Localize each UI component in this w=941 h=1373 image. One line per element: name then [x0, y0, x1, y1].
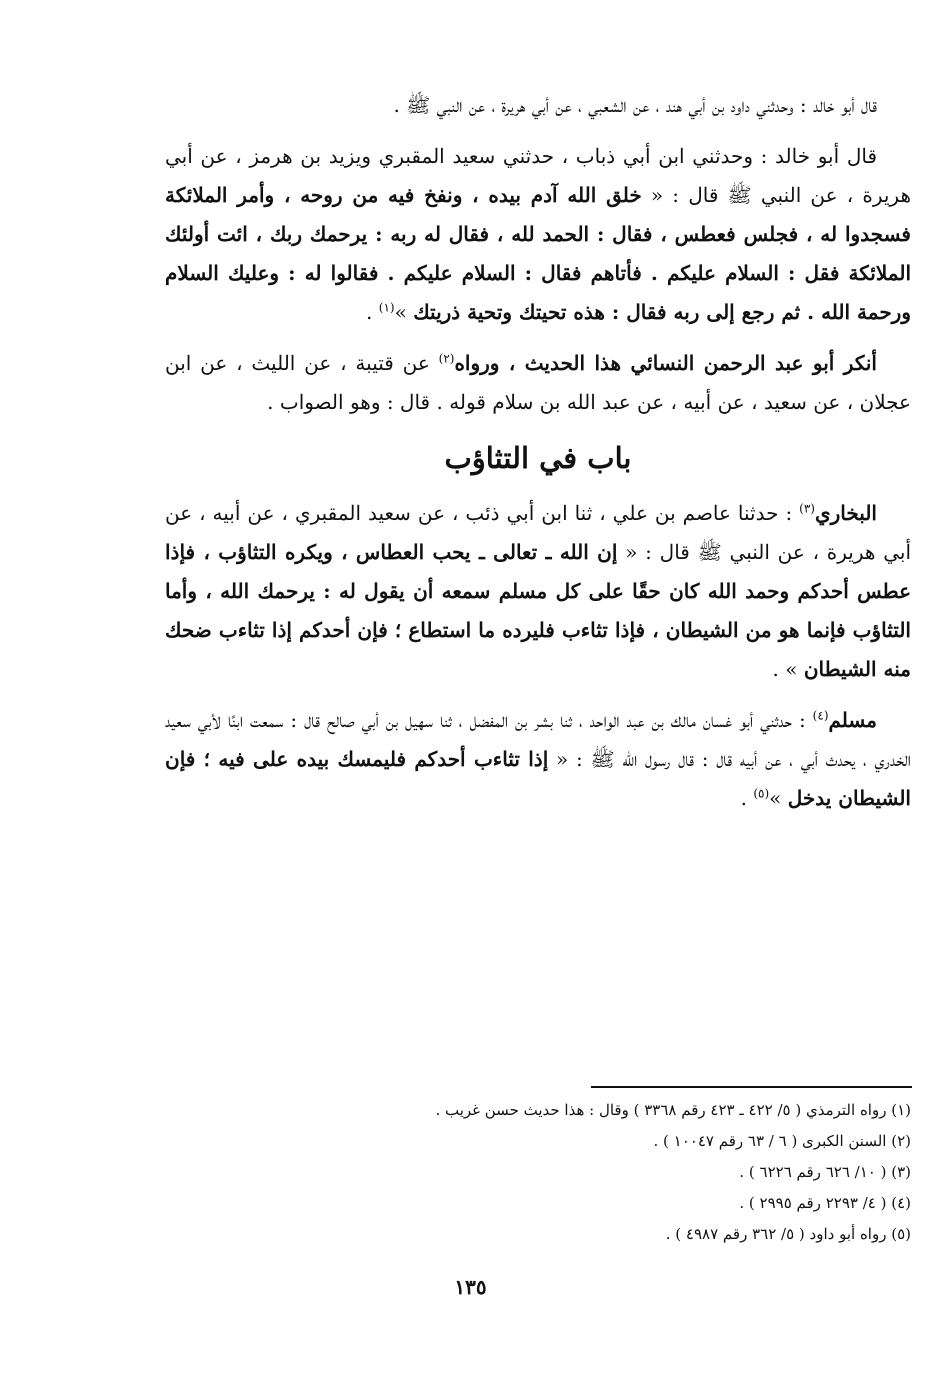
footnote-reference: (٢)	[438, 351, 455, 366]
main-text	[165, 86, 911, 830]
footnote-reference: (٥)	[753, 786, 770, 801]
hadith-text: إذا تثاءب أحدكم فليمسك بيده على فيه ؛ فإن الشيطان يدخل	[165, 747, 911, 810]
text-segment: »	[769, 786, 788, 810]
paragraph	[165, 86, 911, 125]
text-segment: : حدثني أبو غسان مالك بن عبد الواحد ، ثنا بشر بن المفضل ، ثنا سهيل بن أبي صالح قال : سمعت ابنًا لأبي سعيد الخدري ، يحدث أبي ، عن أبيه قال : قال رسول الله ﷺ : «	[165, 708, 911, 771]
hadith-text: إن الله ـ تعالى ـ يحب العطاس ، ويكره التثاؤب ، فإذا عطس أحدكم وحمد الله كان حقًا على كل مسلم سمعه أن يقول له : يرحمك الله ، وأما التثاؤب فإنما هو من الشيطان ، فإذا تثاءب فليرده ما استطاع ؛ فإن أحدكم إذا تثاءب ضحك منه الشيطان	[165, 540, 911, 681]
section-heading: باب في التثاؤب	[444, 441, 632, 475]
page-number: ١٣٥	[454, 1275, 487, 1299]
text-segment: : حدثنا عاصم بن علي ، ثنا ابن أبي ذئب ، عن سعيد المقبري ، عن أبيه ، عن أبي هريرة ، عن النبي ﷺ قال : «	[165, 501, 912, 564]
paragraph	[165, 344, 911, 422]
footnote-reference: (٣)	[799, 501, 815, 516]
footnotes	[165, 1095, 911, 1250]
paragraph	[165, 137, 911, 332]
text-segment: قال أبو خالد : وحدثني ابن أبي ذباب ، حدثني سعيد المقبري ويزيد بن هرمز ، عن أبي هريرة ، عن النبي ﷺ قال : «	[165, 144, 911, 207]
footnote-separator	[591, 1086, 912, 1088]
footnote-2: (٢) السنن الكبرى ( ٦ / ٦٣ رقم ١٠٠٤٧ ) .	[653, 1132, 911, 1150]
hadith-text: خلق الله آدم بيده ، ونفخ فيه من روحه ، وأمر الملائكة فسجدوا له ، فجلس فعطس ، فقال : الحمد لله ، فقال له ربه : يرحمك ربك ، ائت أولئك الملائكة فقل : السلام عليكم . فأتاهم فقال : السلام عليكم . فقالوا له : وعليك السلام ورحمة الله . ثم رجع إلى ربه فقال : هذه تحيتك وتحية ذريتك	[165, 183, 911, 324]
footnote-5: (٥) رواه أبو داود ( ٥/ ٣٦٢ رقم ٤٩٨٧ ) .	[665, 1225, 911, 1243]
paragraphs-after-heading	[165, 494, 911, 818]
hadith-text: أنكر أبو عبد الرحمن النسائي هذا الحديث ، ورواه	[454, 351, 877, 375]
footnote-1: (١) رواه الترمذي ( ٥/ ٤٢٢ ـ ٤٢٣ رقم ٣٣٦٨ ) وقال : هذا حديث حسن غريب .	[435, 1101, 911, 1119]
text-segment: .	[740, 786, 754, 810]
text-segment: »	[394, 300, 414, 324]
text-segment: .	[366, 300, 379, 324]
hadith-text: البخاري	[814, 501, 877, 525]
footnote-reference: (١)	[378, 300, 395, 315]
paragraphs-before-heading	[165, 86, 911, 422]
paragraph	[165, 701, 911, 818]
footnote-4: (٤) ( ٤/ ٢٢٩٣ رقم ٢٩٩٥ ) .	[739, 1194, 911, 1212]
footnote-3: (٣) ( ١٠/ ٦٢٦ رقم ٦٢٢٦ ) .	[739, 1163, 911, 1181]
footnote-reference: (٤)	[812, 708, 829, 723]
text-segment: عن قتيبة ، عن الليث ، عن ابن عجلان ، عن سعيد ، عن أبيه ، عن عبد الله بن سلام قوله . قال : وهو الصواب .	[165, 351, 911, 414]
paragraph	[165, 494, 911, 689]
text-segment: » .	[772, 657, 804, 681]
hadith-text: مسلم	[828, 708, 877, 732]
text-segment: قال أبو خالد : وحدثني داود بن أبي هند ، عن الشعبي ، عن أبي هريرة ، عن النبي ﷺ .	[393, 93, 877, 117]
